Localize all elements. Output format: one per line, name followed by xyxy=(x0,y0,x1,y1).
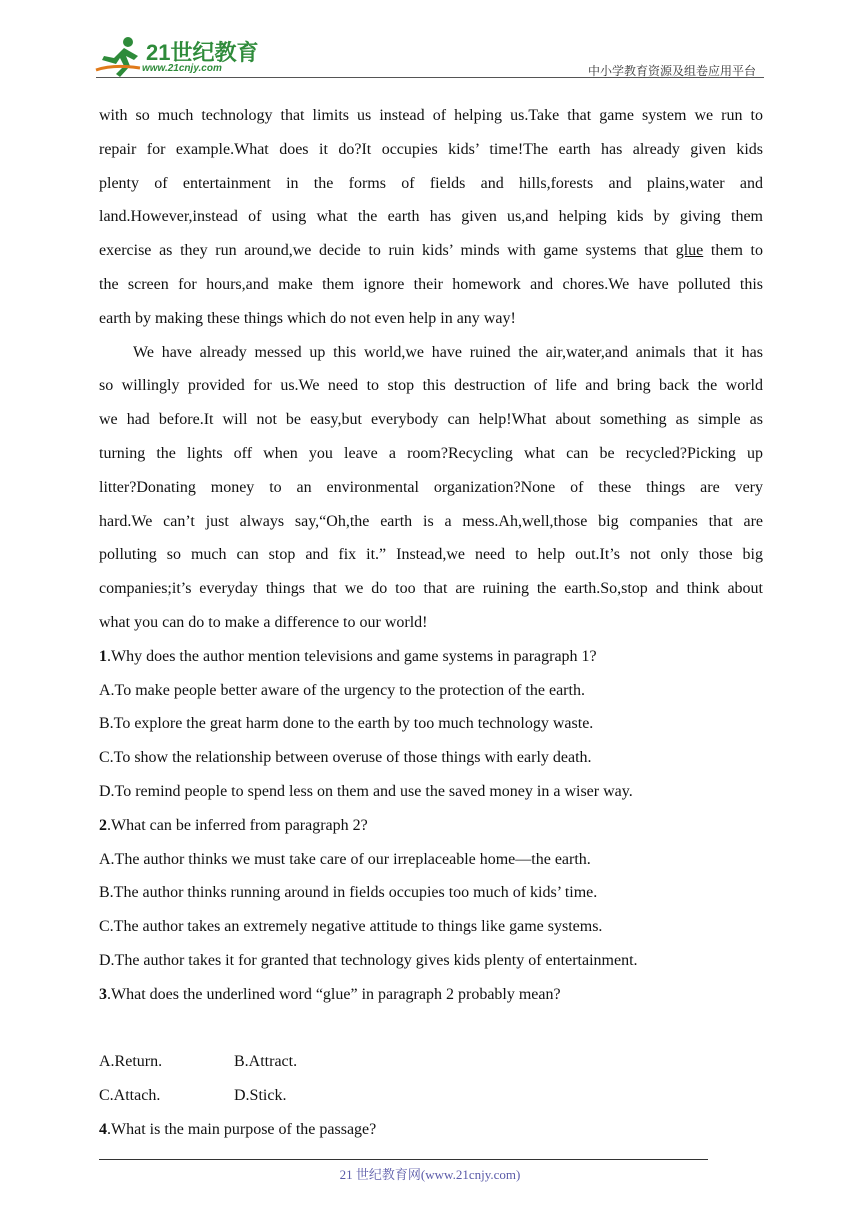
page-footer: 21 世纪教育网(www.21cnjy.com) xyxy=(339,1167,521,1182)
question-2 xyxy=(99,809,763,978)
p1-line: plenty of entertainment in the forms of fields and hills,forests and plains,water and xyxy=(99,174,763,192)
question-number: 4 xyxy=(99,1120,107,1138)
question-number: 3 xyxy=(99,985,107,1003)
logo-title: 21世纪教育 xyxy=(146,40,259,65)
question-stem xyxy=(99,809,763,843)
option-a: A.The author thinks we must take care of our irreplaceable home—the earth. xyxy=(99,850,591,868)
option-c: C.The author takes an extremely negative attitude to things like game systems. xyxy=(99,918,603,936)
p1-line: the screen for hours,and make them ignore their homework and chores.We have polluted this xyxy=(99,275,763,293)
option-row xyxy=(99,1079,763,1113)
logo-url: www.21cnjy.com xyxy=(142,63,222,74)
option-b: B.The author thinks running around in fields occupies too much of kids’ time. xyxy=(99,884,598,902)
runner-logo-icon xyxy=(94,34,146,78)
paragraph-2 xyxy=(99,336,763,640)
p2-line: polluting so much can stop and fix it.” Instead,we need to help out.It’s not only those big xyxy=(99,546,763,564)
p1-line-with-underline xyxy=(99,234,763,268)
question-text: .Why does the author mention televisions and game systems in paragraph 1? xyxy=(107,647,597,665)
underlined-word-glue: glue xyxy=(675,242,704,260)
option-b: B.To explore the great harm done to the earth by too much technology waste. xyxy=(99,715,594,733)
option-c: C.To show the relationship between overuse of those things with early death. xyxy=(99,749,592,767)
p2-line: companies;it’s everyday things that we do too that are ruining the earth.So,stop and think about xyxy=(99,580,763,598)
question-stem xyxy=(99,640,763,674)
p1-line-part: them to xyxy=(703,242,764,260)
question-text: .What can be inferred from paragraph 2? xyxy=(107,816,368,834)
p2-line: turning the lights off when you leave a room?Recycling what can be recycled?Picking up xyxy=(99,444,763,462)
question-stem xyxy=(99,1113,763,1147)
blank-spacer xyxy=(99,1012,763,1046)
p1-line-part: exercise as they run around,we decide to ruin kids’ minds with game systems that xyxy=(99,242,676,260)
question-text: .What does the underlined word “glue” in paragraph 2 probably mean? xyxy=(107,985,561,1003)
option-d: D.To remind people to spend less on them and use the saved money in a wiser way. xyxy=(99,782,633,800)
paragraph-1 xyxy=(99,99,763,336)
header-divider xyxy=(96,77,764,78)
p2-line: hard.We can’t just always say,“Oh,the earth is a mess.Ah,well,those big companies that are xyxy=(99,512,763,530)
question-1 xyxy=(99,640,763,809)
p2-line: what you can do to make a difference to our world! xyxy=(99,613,428,631)
option-a: A.To make people better aware of the urgency to the protection of the earth. xyxy=(99,681,585,699)
p2-line: litter?Donating money to an environmental organization?None of these things are very xyxy=(99,478,763,496)
question-3 xyxy=(99,978,763,1113)
p1-line: land.However,instead of using what the earth has given us,and helping kids by giving them xyxy=(99,208,763,226)
option-row xyxy=(99,1045,763,1079)
question-stem xyxy=(99,978,763,1012)
option-a: A.Return. xyxy=(99,1053,163,1071)
document-body xyxy=(99,99,763,1147)
p2-line: so willingly provided for us.We need to stop this destruction of life and bring back the world xyxy=(99,377,763,395)
page-header xyxy=(0,0,860,80)
option-b: B.Attract. xyxy=(234,1053,298,1071)
p2-line: we had before.It will not be easy,but everybody can help!What about something as simple as xyxy=(99,411,763,429)
footer-divider xyxy=(99,1159,708,1160)
question-text: .What is the main purpose of the passage? xyxy=(107,1120,377,1138)
header-platform-text: 中小学教育资源及组卷应用平台 xyxy=(587,64,756,78)
option-c: C.Attach. xyxy=(99,1087,161,1105)
p2-line: We have already messed up this world,we have ruined the air,water,and animals that it has xyxy=(133,343,763,361)
p1-line: repair for example.What does it do?It occupies kids’ time!The earth has already given kids xyxy=(99,140,763,158)
question-number: 1 xyxy=(99,647,107,665)
option-d: D.Stick. xyxy=(234,1087,287,1105)
p1-line: earth by making these things which do not even help in any way! xyxy=(99,309,516,327)
question-number: 2 xyxy=(99,816,107,834)
site-logo xyxy=(94,34,264,78)
p1-line: with so much technology that limits us instead of helping us.Take that game system we run to xyxy=(99,107,763,124)
option-d: D.The author takes it for granted that technology gives kids plenty of entertainment. xyxy=(99,951,638,969)
question-4 xyxy=(99,1113,763,1147)
